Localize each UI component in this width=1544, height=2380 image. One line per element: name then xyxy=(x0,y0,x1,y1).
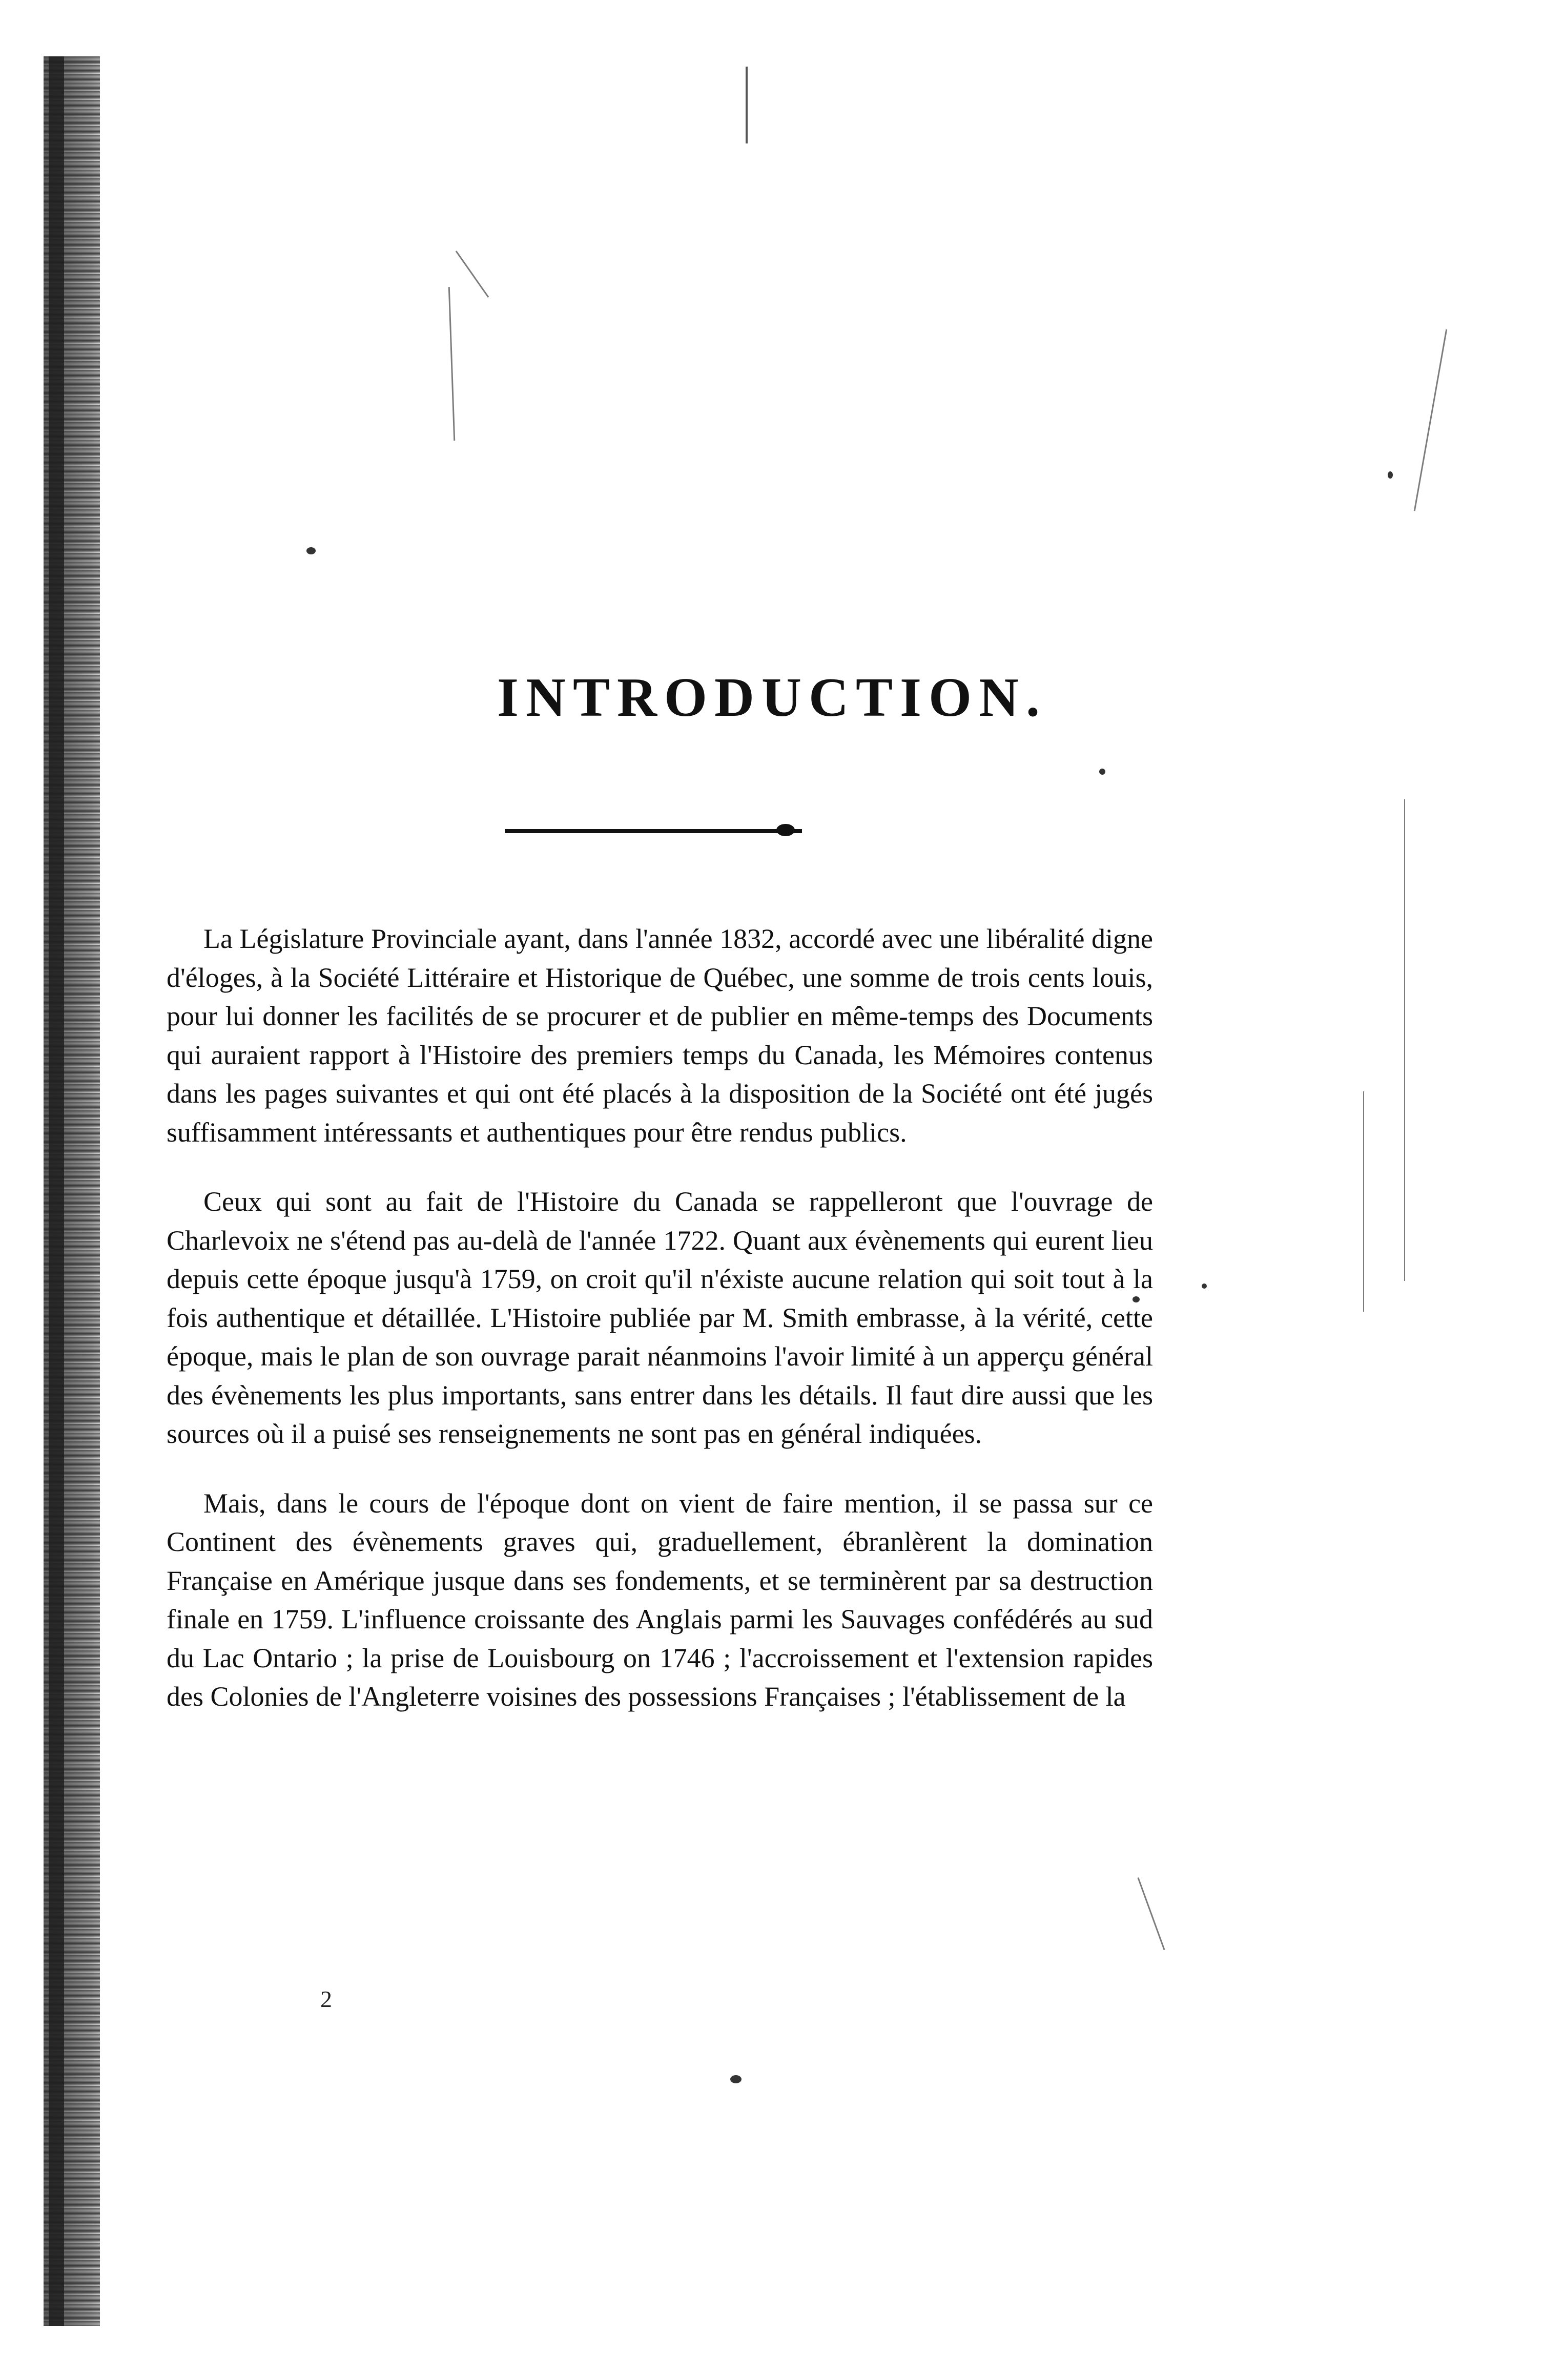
paragraph-2: Ceux qui sont au fait de l'Histoire du Canada se rappelleront que l'ouvrage de Charlevoix ne s'étend pas au-delà de l'année 1722. Quant aux évènements qui eurent lieu depuis cette époque jusqu'à 1759, on croit qu'il n'éxiste aucune relation qui soit tout à la fois authentique et détaillée. L'Histoire publiée par M. Smith embrasse, à la vérité, cette époque, mais le plan de son ouvrage parait néanmoins l'avoir limité à un apperçu général des évènements les plus importants, sans entrer dans les détails. Il faut dire aussi que les sources où il a puisé ses renseignements ne sont pas en général indiquées. xyxy=(167,1186,1153,1449)
scan-speck xyxy=(1099,769,1105,775)
scan-speck xyxy=(1202,1284,1207,1289)
scan-speck xyxy=(730,2075,742,2083)
page-title: INTRODUCTION. xyxy=(497,667,1047,728)
page-number: 2 xyxy=(320,1986,332,2012)
title-divider-ornament xyxy=(776,824,795,836)
scan-speck xyxy=(1388,471,1393,479)
scan-scratch xyxy=(1404,799,1405,1281)
scan-scratch xyxy=(1363,1091,1364,1312)
binding-edge-dark-strip xyxy=(49,56,64,2326)
title-divider-rule xyxy=(505,829,802,833)
scan-scratch xyxy=(448,287,455,441)
scan-mark xyxy=(746,67,748,143)
scan-speck xyxy=(306,547,316,554)
paragraph-3: Mais, dans le cours de l'époque dont on vient de faire mention, il se passa sur ce Continent des évènements graves qui, graduellement, ébranlèrent la domination Française en Amérique jusque dans ses fondements, et se terminèrent par sa destruction finale en 1759. L'influence croissante des Anglais parmi les Sauvages confédérés au sud du Lac Ontario ; la prise de Louisbourg on 1746 ; l'accroissement et l'extension rapides des Colonies de l'Angleterre voisines des possessions Françaises ; l'établissement de la xyxy=(167,1487,1153,1712)
scan-scratch xyxy=(1137,1877,1165,1950)
scan-scratch xyxy=(456,251,489,298)
scan-scratch xyxy=(1414,329,1447,511)
body-text xyxy=(167,920,1153,1747)
paragraph-1: La Législature Provinciale ayant, dans l'année 1832, accordé avec une libéralité digne d'éloges, à la Société Littéraire et Historique de Québec, une somme de trois cents louis, pour lui donner les facilités de se procurer et de publier en même-temps des Documents qui auraient rapport à l'Histoire des premiers temps du Canada, les Mémoires contenus dans les pages suivantes et qui ont été placés à la disposition de la Société ont été jugés suffisamment intéressants et authentiques pour être rendus publics. xyxy=(167,923,1153,1148)
